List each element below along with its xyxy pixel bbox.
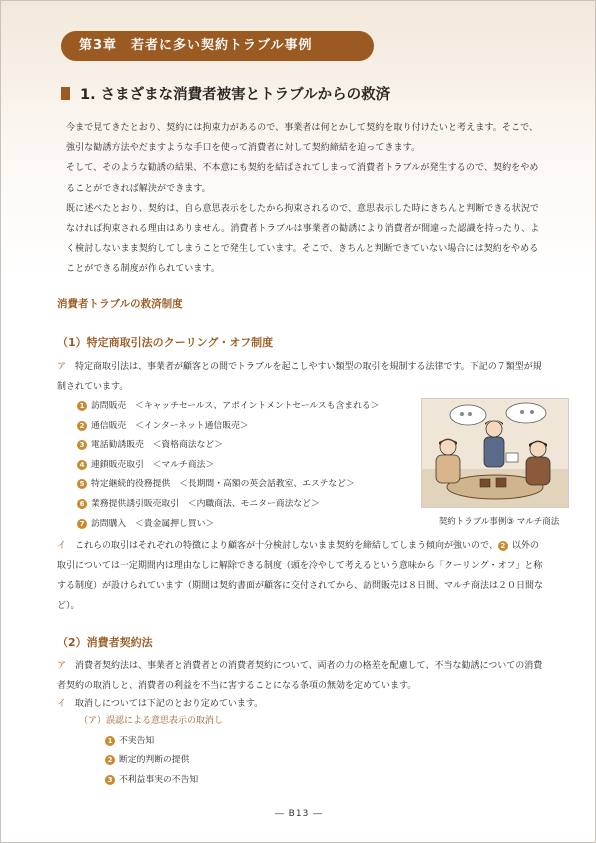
number-badge: 2 [498, 541, 508, 551]
intro-paragraph: そして、そのような勧誘の結果、不本意にも契約を結ばされてしまって消費者トラブルが発生するので、契約をやめることができれば解決ができます。 [66, 163, 539, 194]
number-badge: 2 [105, 755, 115, 765]
number-badge: 1 [77, 401, 87, 411]
item-name: 連鎖販売取引 [91, 459, 144, 470]
sec1-i-paragraph [57, 536, 547, 616]
number-badge: 5 [77, 479, 87, 489]
item-name: 通信販売 [91, 420, 127, 431]
people-at-table-icon [422, 399, 568, 507]
kana-label: ア [57, 661, 67, 671]
list-item [77, 475, 407, 495]
list-item [77, 436, 407, 456]
cancellation-reason-list [105, 732, 198, 790]
intro-paragraph: 今まで見てきたとおり、契約には拘束力があるので、事業者は何とかして契約を取り付けたいと考えます。そこで、強引な勧誘方法やだますような手口を使って消費者に対して契約締結を迫ってきます。 [66, 123, 539, 154]
item-note: ＜長期間・高額の英会話教室、エステなど＞ [179, 479, 355, 490]
list-item [77, 515, 407, 535]
item-name: 断定的判断の提供 [119, 755, 190, 766]
number-badge: 1 [105, 736, 115, 746]
sec2-sub-heading: （ア）誤認による意思表示の取消し [79, 716, 224, 726]
item-name: 特定継続的役務提供 [91, 479, 171, 490]
illustration-caption: 契約トラブル事例③ マルチ商法 [438, 517, 560, 527]
relief-heading: 消費者トラブルの救済制度 [57, 298, 183, 310]
multi-level-marketing-illustration [421, 398, 569, 508]
section-title-text: 1. さまざまな消費者被害とトラブルからの救済 [80, 87, 391, 103]
item-note: ＜マルチ商法＞ [152, 459, 215, 470]
intro-paragraph: 既に述べたとおり、契約は、自ら意思表示をしたから拘束されるので、意思表示した時にきちんと判断できる状況でなければ拘束される理由はありません。消費者トラブルは事業者の勧誘により消費者が間違った認識を持ったり、よく検討しないまま契約してしまうことで発生しています。そこで、きちんと判断できていない場合には契約をやめることができる制度が作られています。 [66, 203, 540, 275]
sec1-i-text-1: これらの取引はそれぞれの特徴により顧客が十分検討しないまま契約を締結してしまう傾向が強いので、 [75, 541, 498, 551]
number-badge: 4 [77, 460, 87, 470]
list-item [105, 751, 198, 770]
list-item [105, 732, 198, 751]
sec2-i-text: 取消しについては下記のとおり定めています。 [75, 699, 264, 709]
item-name: 訪問販売 [91, 401, 127, 411]
item-name: 電話勧誘販売 [91, 440, 144, 451]
sec2-heading: （2）消費者契約法 [57, 636, 153, 649]
number-badge: 3 [105, 775, 115, 785]
item-note: ＜インターネット通信販売＞ [135, 420, 249, 431]
kana-label: イ [57, 541, 67, 551]
kana-label: ア [57, 362, 67, 372]
item-name: 不実告知 [119, 736, 155, 746]
item-note: ＜キャッチセールス、アポイントメントセールスも含まれる＞ [135, 401, 380, 411]
list-item [77, 417, 407, 437]
list-item [77, 495, 407, 515]
item-name: 訪問購入 [91, 518, 127, 529]
sec1-a-text: 特定商取引法は、事業者が顧客との間でトラブルを起こしやすい類型の取引を規制する法律です。下記の７類型が規制されています。 [57, 362, 542, 392]
sec2-a-text: 消費者契約法は、事業者と消費者との消費者契約について、両者の力の格差を配慮して、不当な勧誘についての消費者契約の取消しと、消費者の利益を不当に害することになる条項の無効を定めています。 [57, 661, 543, 691]
transaction-type-list [77, 397, 407, 534]
list-item [105, 771, 198, 790]
number-badge: 2 [77, 421, 87, 431]
item-name: 不利益事実の不告知 [119, 774, 199, 785]
number-badge: 7 [77, 519, 87, 529]
square-bullet-icon [61, 87, 70, 100]
list-item [77, 456, 407, 476]
chapter-banner: 第3章 若者に多い契約トラブル事例 [61, 31, 374, 61]
item-note: ＜貴金属押し買い＞ [135, 518, 215, 529]
sec2-a-paragraph [57, 656, 547, 696]
list-item [77, 397, 407, 417]
item-note: ＜資格商法など＞ [152, 440, 223, 451]
kana-label: イ [57, 699, 67, 709]
intro-text [57, 118, 547, 280]
section-title [61, 85, 531, 105]
number-badge: 3 [77, 440, 87, 450]
sec1-heading: （1）特定商取引法のクーリング・オフ制度 [57, 336, 274, 349]
sec1-a-paragraph [57, 357, 547, 397]
item-name: 業務提供誘引販売取引 [91, 498, 179, 509]
sec2-i-paragraph [57, 694, 547, 714]
page-number: ― B13 ― [274, 809, 324, 819]
number-badge: 6 [77, 499, 87, 509]
item-note: ＜内職商法、モニター商法など＞ [187, 498, 320, 509]
sec1-i-text-2: 以外の取引については一定期間内は理由なしに解除できる制度（頭を冷やして考えるという意味から「クーリング・オフ」と称する制度）が設けられています（期間は契約書面が顧客に交付されてから、訪問販売は８日間、マルチ商法は２０日間など）。 [57, 541, 544, 611]
